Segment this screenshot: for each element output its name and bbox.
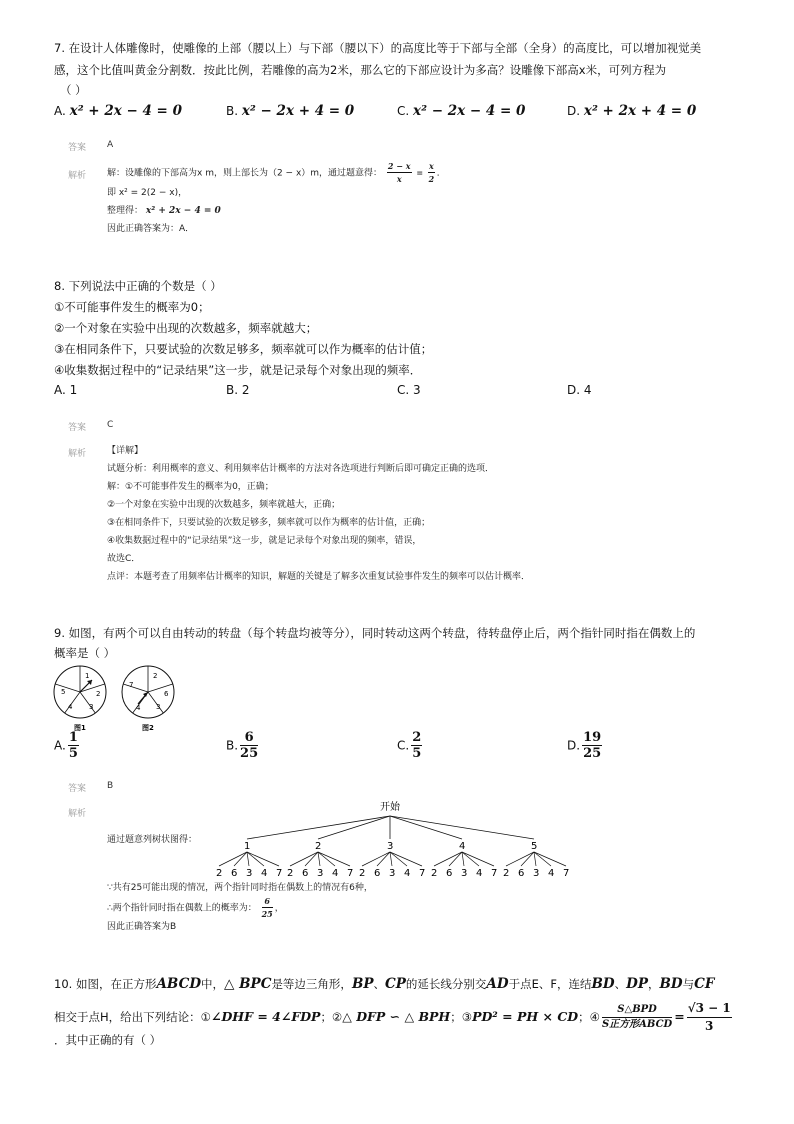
tree-leaf-node: 2 — [503, 868, 510, 879]
q9-option-d[interactable]: D. $\frac{19}{25}$ — [567, 730, 602, 761]
tree-leaf-node: 6 — [231, 868, 238, 879]
q8-solution-line: 试题分析：利用概率的意义、利用频率估计概率的方法对各选项进行判断后即可确定正确的选项． — [107, 464, 495, 474]
q9-stem-line2: 概率是（ ） — [54, 646, 116, 660]
tree-branch — [219, 852, 247, 866]
tree-leaf-node: 2 — [216, 868, 223, 879]
option-label: C. — [397, 104, 410, 118]
q9-tree-diagram — [0, 796, 794, 886]
q7-option-d[interactable] — [567, 103, 696, 119]
q8-solution-line: ③在相同条件下，只要试验的次数足够多，频率就可以作为概率的估计值，正确； — [107, 518, 431, 528]
spinner-2-number: 6 — [164, 690, 169, 698]
tree-leaf-node: 2 — [431, 868, 438, 879]
q7-solution-line1: 解：设雕像的下部高为x m，则上部长为（2 − x）m，通过题意得： $\frac{2 - x}{x}$ = $\frac{x}{2}$ ． — [107, 161, 446, 185]
tree-first-level-node: 4 — [459, 841, 466, 852]
tree-leaf-node: 7 — [276, 868, 283, 879]
tree-branch — [462, 852, 494, 866]
q10-stem-line1: 10. 如图，在正方形ABCD中，△ BPC是等边三角形，BP、CP的延长线分别交AD于点E、F，连结BD、DP，BD与CF — [54, 976, 715, 992]
tree-leaf-node: 4 — [261, 868, 268, 879]
q9-option-b[interactable]: B. $\frac{6}{25}$ — [226, 730, 259, 761]
tree-leaf-node: 7 — [419, 868, 426, 879]
q9-solution-line3: 因此正确答案为B — [107, 922, 177, 932]
q7-solution-line2: 即 x² = 2(2 − x)， — [107, 188, 188, 198]
tree-first-level-node: 3 — [387, 841, 394, 852]
tree-leaf-node: 2 — [287, 868, 294, 879]
q7-analysis-label: 解析 — [68, 171, 87, 181]
spinner-2-number: 7 — [129, 681, 134, 689]
tree-branch — [521, 852, 534, 866]
spinner-2-number: 2 — [153, 672, 158, 680]
q7-stem-line1: 7. 在设计人体雕像时，使雕像的上部（腰以上）与下部（腰以下）的高度比等于下部与全部（全身）的高度比，可以增加视觉美 — [54, 41, 702, 55]
q9-answer-value: B — [107, 781, 114, 791]
spinner-2-number: 3 — [156, 703, 161, 711]
tree-branch — [390, 816, 462, 839]
spinner-1 — [54, 666, 106, 718]
q7-option-c[interactable] — [397, 103, 525, 119]
q8-answer-label: 答案 — [68, 423, 87, 433]
tree-branch — [377, 852, 390, 866]
tree-branch — [534, 852, 551, 866]
tree-root: 开始 — [380, 802, 400, 813]
q8-answer-value: C — [107, 420, 114, 430]
tree-branch — [234, 852, 247, 866]
tree-branch — [462, 852, 464, 866]
q7-solution-line3: 整理得： x² + 2x − 4 = 0 — [107, 206, 221, 216]
tree-branch — [247, 852, 264, 866]
tree-branch — [362, 852, 390, 866]
q8-solution-line: 【详解】 — [107, 446, 144, 456]
q8-solution-line: 点评：本题考查了用频率估计概率的知识，解题的关键是了解多次重复试验事件发生的频率可以估计概率． — [107, 572, 531, 582]
tree-leaf-node: 4 — [404, 868, 411, 879]
tree-branch — [305, 852, 318, 866]
fraction: $\frac{6}{25}$ — [261, 896, 273, 920]
q9-option-c[interactable]: C. $\frac{2}{5}$ — [397, 730, 422, 761]
tree-branch — [534, 852, 566, 866]
tree-leaf-node: 7 — [563, 868, 570, 879]
tree-leaf-node: 3 — [317, 868, 324, 879]
tree-leaf-node: 6 — [302, 868, 309, 879]
option-label: A. — [54, 104, 66, 118]
q8-stem: 8. 下列说法中正确的个数是（ ） — [54, 279, 222, 293]
q8-option-a[interactable]: A. 1 — [54, 383, 78, 397]
tree-branch — [247, 852, 249, 866]
fraction: $\frac{√3 - 1}{3}$ — [687, 1001, 731, 1033]
q8-solution-line: ④收集数据过程中的“记录结果”这一步，就是记录每个对象出现的频率，错误， — [107, 536, 422, 546]
q7-stem-line3: （ ） — [60, 83, 87, 97]
option-expr: x² − 2x + 4 = 0 — [241, 103, 355, 119]
q10-stem-line2: 相交于点H，给出下列结论：①∠DHF = 4∠FDP；②△ DFP ∽ △ BPH；③PD² = PH × CD；④ $\frac{\text{S△BPD}}{\text{S正方形ABCD}}$ = $\frac{√3 - 1}{3}$ — [54, 1001, 731, 1033]
tree-branch — [318, 852, 335, 866]
tree-branch — [449, 852, 462, 866]
q7-option-b[interactable] — [226, 103, 354, 119]
option-label: D. — [567, 104, 581, 118]
q8-solution-line: 解：①不可能事件发生的概率为0，正确； — [107, 482, 274, 492]
q9-stem-line1: 9. 如图，有两个可以自由转动的转盘（每个转盘均被等分），同时转动这两个转盘，待转盘停止后，两个指针同时指在偶数上的 — [54, 626, 696, 640]
option-expr: x² + 2x − 4 = 0 — [69, 103, 182, 119]
spinner-1-number: 3 — [89, 703, 94, 711]
spinner-1-caption: 图1 — [74, 724, 86, 732]
tree-branch — [534, 852, 536, 866]
tree-branch — [290, 852, 318, 866]
tree-branch — [247, 816, 390, 839]
tree-first-level-node: 1 — [244, 841, 251, 852]
q9-solution-line1: ∵共有25可能出现的情况，两个指针同时指在偶数上的情况有6种， — [107, 883, 373, 893]
option-expr: x² + 2x + 4 = 0 — [583, 103, 697, 119]
tree-leaf-node: 6 — [518, 868, 525, 879]
option-label: B. — [226, 104, 239, 118]
q7-answer-value: A — [107, 140, 114, 150]
tree-first-level-node: 5 — [531, 841, 538, 852]
tree-leaf-node: 6 — [446, 868, 453, 879]
tree-leaf-node: 4 — [476, 868, 483, 879]
spinner-1-number: 2 — [96, 690, 101, 698]
option-expr: x² − 2x − 4 = 0 — [413, 103, 526, 119]
spinner-1-number: 5 — [61, 688, 66, 696]
tree-branch — [462, 852, 479, 866]
q7-solution-line4: 因此正确答案为：A． — [107, 224, 195, 234]
spinner-2-caption: 图2 — [142, 724, 154, 732]
fraction: $\frac{x}{2}$ — [428, 161, 435, 185]
q8-solution-line: 故选C． — [107, 554, 141, 564]
tree-branch — [318, 852, 350, 866]
q9-tree-intro: 通过题意列树状图得： — [107, 835, 198, 845]
tree-branch — [390, 852, 407, 866]
tree-branch — [247, 852, 279, 866]
tree-branch — [390, 852, 422, 866]
tree-branch — [318, 852, 320, 866]
q10-stem-line3: ．其中正确的有（ ） — [54, 1033, 162, 1047]
tree-leaf-node: 6 — [374, 868, 381, 879]
tree-branch — [506, 852, 534, 866]
tree-branch — [434, 852, 462, 866]
q7-option-a[interactable] — [54, 103, 182, 119]
q9-solution-line2: ∴两个指针同时指在偶数上的概率为： $\frac{6}{25}$ ， — [107, 896, 284, 920]
tree-branch — [390, 852, 392, 866]
tree-leaf-node: 2 — [359, 868, 366, 879]
q7-stem-line2: 感，这个比值叫黄金分割数．按此比例，若雕像的高为2米，那么它的下部应设计为多高？设雕像下部高x米，可列方程为 — [54, 63, 667, 77]
tree-branch — [390, 816, 534, 839]
q9-option-a[interactable]: A. $\frac{1}{5}$ — [54, 730, 78, 761]
tree-leaf-node: 3 — [461, 868, 468, 879]
spinner-2-number: 4 — [136, 704, 141, 712]
spinner-1-number: 4 — [68, 703, 73, 711]
q7-answer-label: 答案 — [68, 143, 87, 153]
spinner-1-number: 1 — [85, 672, 90, 680]
q9-answer-label: 答案 — [68, 784, 87, 794]
q8-option-b[interactable]: B. 2 — [226, 383, 250, 397]
tree-leaf-node: 3 — [246, 868, 253, 879]
q9-spinners-figure — [52, 664, 182, 734]
q9-analysis-label: 解析 — [68, 809, 87, 819]
q8-solution-line: ②一个对象在实验中出现的次数越多，频率就越大，正确； — [107, 500, 341, 510]
q8-item-2: ②一个对象在实验中出现的次数越多，频率就越大； — [54, 321, 318, 335]
q8-item-3: ③在相同条件下，只要试验的次数足够多，频率就可以作为概率的估计值； — [54, 342, 433, 356]
fraction: $\frac{2 - x}{x}$ — [387, 161, 411, 185]
tree-labels — [216, 841, 569, 879]
spinner-2 — [122, 666, 174, 718]
tree-leaf-node: 7 — [347, 868, 354, 879]
q8-option-d[interactable]: D. 4 — [567, 383, 592, 397]
q8-analysis-label: 解析 — [68, 449, 87, 459]
tree-leaf-node: 3 — [389, 868, 396, 879]
q8-item-1: ①不可能事件发生的概率为0； — [54, 300, 210, 314]
fraction: $\frac{\text{S△BPD}}{\text{S正方形ABCD}}$ — [601, 1003, 673, 1030]
tree-leaf-node: 3 — [533, 868, 540, 879]
tree-branch — [318, 816, 390, 839]
tree-first-level-node: 2 — [315, 841, 322, 852]
tree-leaf-node: 7 — [491, 868, 498, 879]
tree-leaf-node: 4 — [548, 868, 555, 879]
q8-item-4: ④收集数据过程中的“记录结果”这一步，就是记录每个对象出现的频率． — [54, 363, 422, 377]
tree-leaf-node: 4 — [332, 868, 339, 879]
q8-option-c[interactable]: C. 3 — [397, 383, 421, 397]
